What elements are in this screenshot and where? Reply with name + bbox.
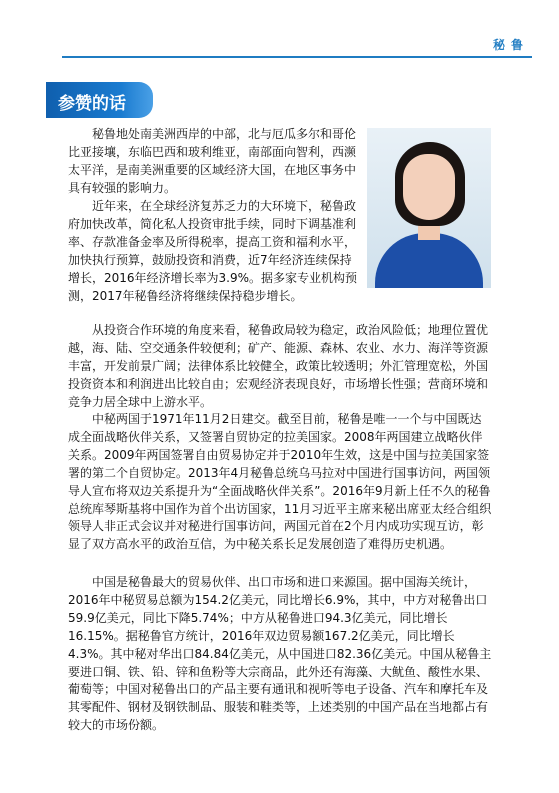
paragraph-1 [68, 126, 363, 198]
paragraph-text: 中秘两国于1971年11月2日建交。截至目前，秘鲁是唯一一个与中国既达成全面战略伙伴关系，又签署自贸协定的拉美国家。2008年两国建立战略伙伴关系。2009年两国签署自由贸易协定并于2010年生效，这是中国与拉美国家签署的第二个自贸协定。2013年4月秘鲁总统乌马拉对中国进行国事访问，两国领导人宣布将双边关系提升为“全面战略伙伴关系”。2016年9月新上任不久的秘鲁总统库琴斯基将中国作为首个出访国家，11月习近平主席来秘出席亚太经合组织领导人非正式会议并对秘进行国事访问，两国元首在2个月内成功实现互访，彰显了双方高水平的政治互信，为中秘关系长足发展创造了难得历史机遇。 [68, 412, 492, 552]
paragraph-text: 秘鲁地处南美洲西岸的中部，北与厄瓜多尔和哥伦比亚接壤，东临巴西和玻利维亚，南部面向智利，西濒太平洋，是南美洲重要的区域经济大国，在地区事务中具有较强的影响力。 [68, 127, 357, 195]
paragraph-3 [68, 322, 492, 412]
paragraph-2 [68, 198, 363, 305]
paragraph-5 [68, 574, 492, 735]
portrait-photo [367, 128, 491, 288]
page-title: 参赞的话 [58, 94, 126, 114]
section-label: 秘鲁 [492, 38, 529, 52]
paragraph-text: 从投资合作环境的角度来看，秘鲁政局较为稳定，政治风险低；地理位置优越，海、陆、空交通条件较便利；矿产、能源、森林、农业、水力、海洋等资源丰富，开发前景广阔；法律体系比较健全，政策比较透明；外汇管理宽松，外国投资资本和利润进出比较自由；宏观经济表现良好，市场增长性强；营商环境和竞争力居全球中上游水平。 [68, 323, 489, 409]
header-divider [62, 56, 532, 58]
paragraph-text: 近年来，在全球经济复苏乏力的大环境下，秘鲁政府加快改革，简化私人投资审批手续，同时下调基准利率、存款准备金率及所得税率，提高工资和福利水平，加快执行预算，鼓励投资和消费，近7年经济连续保持增长，2016年经济增长率为3.9%。据多家专业机构预测，2017年秘鲁经济将继续保持稳步增长。 [68, 199, 358, 303]
title-banner [46, 82, 153, 118]
paragraph-text: 中国是秘鲁最大的贸易伙伴、出口市场和进口来源国。据中国海关统计，2016年中秘贸易总额为154.2亿美元，同比增长6.9%，其中，中方对秘鲁出口59.9亿美元，同比下降5.74%；中方从秘鲁进口94.3亿美元，同比增长16.15%。据秘鲁官方统计，2016年双边贸易额167.2亿美元，同比增长4.3%。其中秘对华出口84.84亿美元，从中国进口82.36亿美元。中国从秘鲁主要进口铜、铁、铅、锌和鱼粉等大宗商品，此外还有海藻、大鱿鱼、酸性水果、葡萄等；中国对秘鲁出口的产品主要有通讯和视听等电子设备、汽车和摩托车及其零配件、钢材及钢铁制品、服装和鞋类等，上述类别的中国产品在当地都占有较大的市场份额。 [68, 575, 492, 733]
paragraph-4 [68, 411, 492, 554]
